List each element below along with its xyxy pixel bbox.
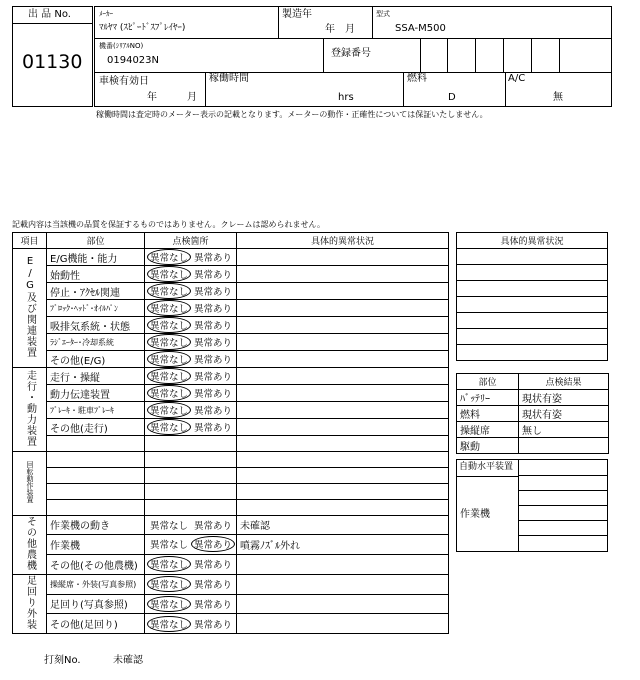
right-check-row: [457, 422, 609, 438]
part-cell: E/G機能・能力: [47, 249, 145, 266]
group-label: その他農機: [24, 516, 36, 571]
table-row: [13, 249, 449, 266]
check-cell[interactable]: [145, 594, 237, 614]
option-no-issue[interactable]: 異常なし: [147, 300, 191, 316]
option-issue[interactable]: 異常あり: [193, 321, 232, 332]
group-label-cell: [13, 368, 47, 452]
detail-cell: [237, 351, 449, 368]
detail-cell: 噴霧ﾉｽﾞﾙ外れ: [237, 534, 449, 554]
group-label: E/G及び関連装置: [24, 255, 36, 358]
right-detail-cell: [457, 345, 608, 361]
group-label: 走行・動力装置: [24, 369, 36, 447]
table-row: [13, 385, 449, 402]
option-issue[interactable]: 異常あり: [191, 536, 235, 552]
table-row: [13, 419, 449, 436]
option-issue[interactable]: 異常あり: [193, 560, 232, 572]
part-cell: 作業機: [47, 534, 145, 554]
right-check-header-part: 部位: [457, 374, 519, 390]
auto-level-label: 自動水平装置: [459, 462, 514, 472]
detail-cell: [237, 300, 449, 317]
table-row: [13, 300, 449, 317]
table-row: [13, 266, 449, 283]
check-cell[interactable]: [145, 368, 237, 385]
detail-cell: [237, 402, 449, 419]
right-check-result: 現状有姿: [519, 390, 609, 406]
check-cell[interactable]: [145, 385, 237, 402]
detail-cell: [237, 368, 449, 385]
option-no-issue[interactable]: 異常なし: [149, 520, 188, 532]
detail-cell: [237, 594, 449, 614]
right-check-table: [456, 373, 609, 454]
header-check: 点検箇所: [145, 233, 237, 249]
right-check-result: [519, 438, 609, 454]
table-row: [13, 368, 449, 385]
check-cell[interactable]: [145, 468, 237, 484]
option-no-issue[interactable]: 異常なし: [147, 283, 191, 299]
quality-note: 記載内容は当該機の品質を保証するものではありません。クレームは認められません。: [12, 220, 325, 229]
check-cell[interactable]: [145, 334, 237, 351]
check-cell[interactable]: [145, 534, 237, 554]
option-no-issue[interactable]: 異常なし: [147, 368, 191, 384]
right-detail-row: [457, 281, 608, 297]
option-no-issue[interactable]: 異常なし: [147, 317, 191, 333]
part-cell: [47, 468, 145, 484]
option-no-issue[interactable]: 異常なし: [147, 334, 191, 350]
serial-label: 機番(ｼﾘｱﾙNO): [99, 42, 144, 50]
check-cell[interactable]: [145, 554, 237, 574]
maker-label: ﾒｰｶｰ: [99, 10, 113, 18]
group-label: 回転動作装置: [26, 461, 34, 503]
check-cell[interactable]: [145, 317, 237, 334]
right-detail-cell: [457, 281, 608, 297]
right-detail-row: [457, 313, 608, 329]
check-cell[interactable]: [145, 351, 237, 368]
part-cell: 操縦席・外装(写真参照): [47, 575, 145, 595]
option-no-issue[interactable]: 異常なし: [147, 616, 191, 632]
model-label: 型式: [376, 10, 390, 18]
part-cell: その他(足回り): [47, 614, 145, 634]
table-row: [13, 283, 449, 300]
option-issue[interactable]: 異常あり: [193, 270, 232, 281]
group-label-cell: [13, 452, 47, 516]
right-detail-row: [457, 345, 608, 361]
right-detail-cell: [457, 265, 608, 281]
stamp-value: 未確認: [113, 655, 143, 666]
detail-cell: [237, 468, 449, 484]
lot-number: 01130: [22, 51, 83, 73]
right-detail-row: [457, 249, 608, 265]
detail-cell: [237, 614, 449, 634]
reg-label: 登録番号: [331, 48, 371, 59]
part-cell: その他(その他農機): [47, 554, 145, 574]
fuel-value: D: [448, 92, 456, 103]
table-row: [13, 554, 449, 574]
option-no-issue[interactable]: 異常なし: [147, 249, 191, 265]
detail-cell: [237, 266, 449, 283]
detail-cell: 未確認: [237, 516, 449, 535]
check-cell[interactable]: [145, 300, 237, 317]
option-issue[interactable]: 異常あり: [193, 423, 232, 434]
detail-cell: [237, 575, 449, 595]
check-cell[interactable]: [145, 266, 237, 283]
part-cell: その他(E/G): [47, 351, 145, 368]
right-check-result: 現状有姿: [519, 406, 609, 422]
part-cell: 作業機の動き: [47, 516, 145, 535]
option-issue[interactable]: 異常あり: [193, 619, 232, 631]
table-row: [13, 594, 449, 614]
right-check-part: 燃料: [457, 406, 519, 422]
option-issue[interactable]: 異常あり: [193, 599, 232, 611]
right-check-part: ﾊﾞｯﾃﾘｰ: [457, 390, 519, 406]
right-detail-cell: [457, 297, 608, 313]
group-label-cell: [13, 249, 47, 368]
detail-cell: [237, 283, 449, 300]
detail-cell: [237, 484, 449, 500]
check-cell[interactable]: [145, 249, 237, 266]
right-detail-row: [457, 265, 608, 281]
option-issue[interactable]: 異常あり: [193, 355, 232, 366]
check-cell[interactable]: [145, 283, 237, 300]
right-check-header-result: 点検結果: [519, 374, 609, 390]
part-cell: 動力伝達装置: [47, 385, 145, 402]
hours-note: 稼働時間は査定時のメーター表示の記載となります。メーターの動作・正確性については保証いたしません。: [96, 110, 488, 119]
inspection-table: [12, 232, 449, 634]
table-row: [13, 516, 449, 535]
check-cell[interactable]: [145, 575, 237, 595]
option-no-issue[interactable]: 異常なし: [147, 402, 191, 418]
option-issue[interactable]: 異常あり: [193, 389, 232, 400]
detail-cell: [237, 317, 449, 334]
option-no-issue[interactable]: 異常なし: [147, 351, 191, 367]
lot-label: 出 品 No.: [28, 9, 71, 20]
right-implement-box: [456, 459, 608, 552]
right-check-row: [457, 438, 609, 454]
part-cell: 走行・操縦: [47, 368, 145, 385]
right-detail-cell: [457, 249, 608, 265]
detail-cell: [237, 554, 449, 574]
detail-cell: [237, 436, 449, 452]
option-issue[interactable]: 異常あり: [193, 253, 232, 264]
option-issue[interactable]: 異常あり: [193, 372, 232, 383]
implement-label: 作業機: [460, 509, 490, 520]
right-check-result: 無し: [519, 422, 609, 438]
inspect-label: 車検有効日: [99, 76, 149, 87]
table-row: [13, 484, 449, 500]
right-detail-cell: [457, 329, 608, 345]
check-cell[interactable]: [145, 500, 237, 516]
ac-label: A/C: [508, 73, 526, 84]
table-row: [13, 452, 449, 468]
detail-cell: [237, 385, 449, 402]
part-cell: [47, 436, 145, 452]
table-row: [13, 614, 449, 634]
right-detail-cell: [457, 313, 608, 329]
part-cell: 停止・ｱｸｾﾙ関連: [47, 283, 145, 300]
option-issue[interactable]: 異常あり: [193, 520, 232, 532]
check-cell[interactable]: [145, 436, 237, 452]
option-issue[interactable]: 異常あり: [193, 406, 232, 417]
table-row: [13, 317, 449, 334]
check-cell[interactable]: [145, 614, 237, 634]
part-cell: 足回り(写真参照): [47, 594, 145, 614]
detail-cell: [237, 249, 449, 266]
right-detail-row: [457, 297, 608, 313]
table-row: [13, 468, 449, 484]
year-month: 年 月: [325, 24, 355, 35]
group-label-cell: [13, 575, 47, 634]
option-issue[interactable]: 異常あり: [193, 580, 232, 592]
stamp-label: 打刻No.: [44, 655, 81, 666]
serial-value: 0194023N: [107, 55, 160, 66]
option-no-issue[interactable]: 異常なし: [147, 419, 191, 435]
year-label: 製造年: [282, 9, 312, 20]
right-detail-row: [457, 329, 608, 345]
part-cell: ﾗｼﾞｴｰﾀｰ･冷却系統: [47, 334, 145, 351]
part-cell: 吸排気系統・状態: [47, 317, 145, 334]
table-row: [13, 575, 449, 595]
detail-cell: [237, 452, 449, 468]
table-row: [13, 436, 449, 452]
hours-unit: hrs: [338, 92, 354, 103]
ac-value: 無: [553, 92, 563, 103]
option-no-issue[interactable]: 異常なし: [147, 266, 191, 282]
option-no-issue[interactable]: 異常なし: [149, 540, 188, 552]
right-check-part: 操縦席: [457, 422, 519, 438]
table-row: [13, 334, 449, 351]
fuel-label: 燃料: [407, 73, 427, 84]
hours-label: 稼働時間: [209, 73, 249, 84]
part-cell: ﾌﾞﾛｯｸ･ﾍｯﾄﾞ･ｵｲﾙﾊﾟﾝ: [47, 300, 145, 317]
detail-cell: [237, 419, 449, 436]
right-detail-header: 具体的異常状況: [457, 233, 608, 249]
header-item: 項目: [13, 233, 47, 249]
part-cell: 始動性: [47, 266, 145, 283]
model-value: SSA-M500: [395, 23, 446, 34]
option-issue[interactable]: 異常あり: [193, 338, 232, 349]
option-no-issue[interactable]: 異常なし: [147, 556, 191, 572]
maker-value: ﾏﾙﾔﾏ (ｽﾋﾟｰﾄﾞｽﾌﾟﾚｲﾔｰ): [99, 23, 186, 33]
header-detail: 具体的異常状況: [237, 233, 449, 249]
option-no-issue[interactable]: 異常なし: [147, 385, 191, 401]
right-check-part: 駆動: [457, 438, 519, 454]
group-label-cell: [13, 516, 47, 575]
detail-cell: [237, 334, 449, 351]
check-cell[interactable]: [145, 452, 237, 468]
table-row: [13, 351, 449, 368]
table-row: [13, 534, 449, 554]
header-info-box: [94, 6, 612, 107]
table-row: [13, 402, 449, 419]
option-no-issue[interactable]: 異常なし: [147, 596, 191, 612]
inspect-value: 年 月: [147, 92, 197, 103]
part-cell: ﾌﾞﾚｰｷ・駐車ﾌﾞﾚｰｷ: [47, 402, 145, 419]
right-detail-table: [456, 232, 608, 361]
right-check-row: [457, 390, 609, 406]
header-part: 部位: [47, 233, 145, 249]
table-row: [13, 500, 449, 516]
group-label: 足回り外装: [24, 575, 36, 630]
option-issue[interactable]: 異常あり: [193, 304, 232, 315]
option-issue[interactable]: 異常あり: [193, 287, 232, 298]
part-cell: [47, 452, 145, 468]
check-cell[interactable]: [145, 516, 237, 535]
part-cell: [47, 484, 145, 500]
check-cell[interactable]: [145, 419, 237, 436]
check-cell[interactable]: [145, 484, 237, 500]
part-cell: その他(走行): [47, 419, 145, 436]
right-check-row: [457, 406, 609, 422]
part-cell: [47, 500, 145, 516]
option-no-issue[interactable]: 異常なし: [147, 576, 191, 592]
detail-cell: [237, 500, 449, 516]
check-cell[interactable]: [145, 402, 237, 419]
lot-number-box: [12, 6, 93, 107]
